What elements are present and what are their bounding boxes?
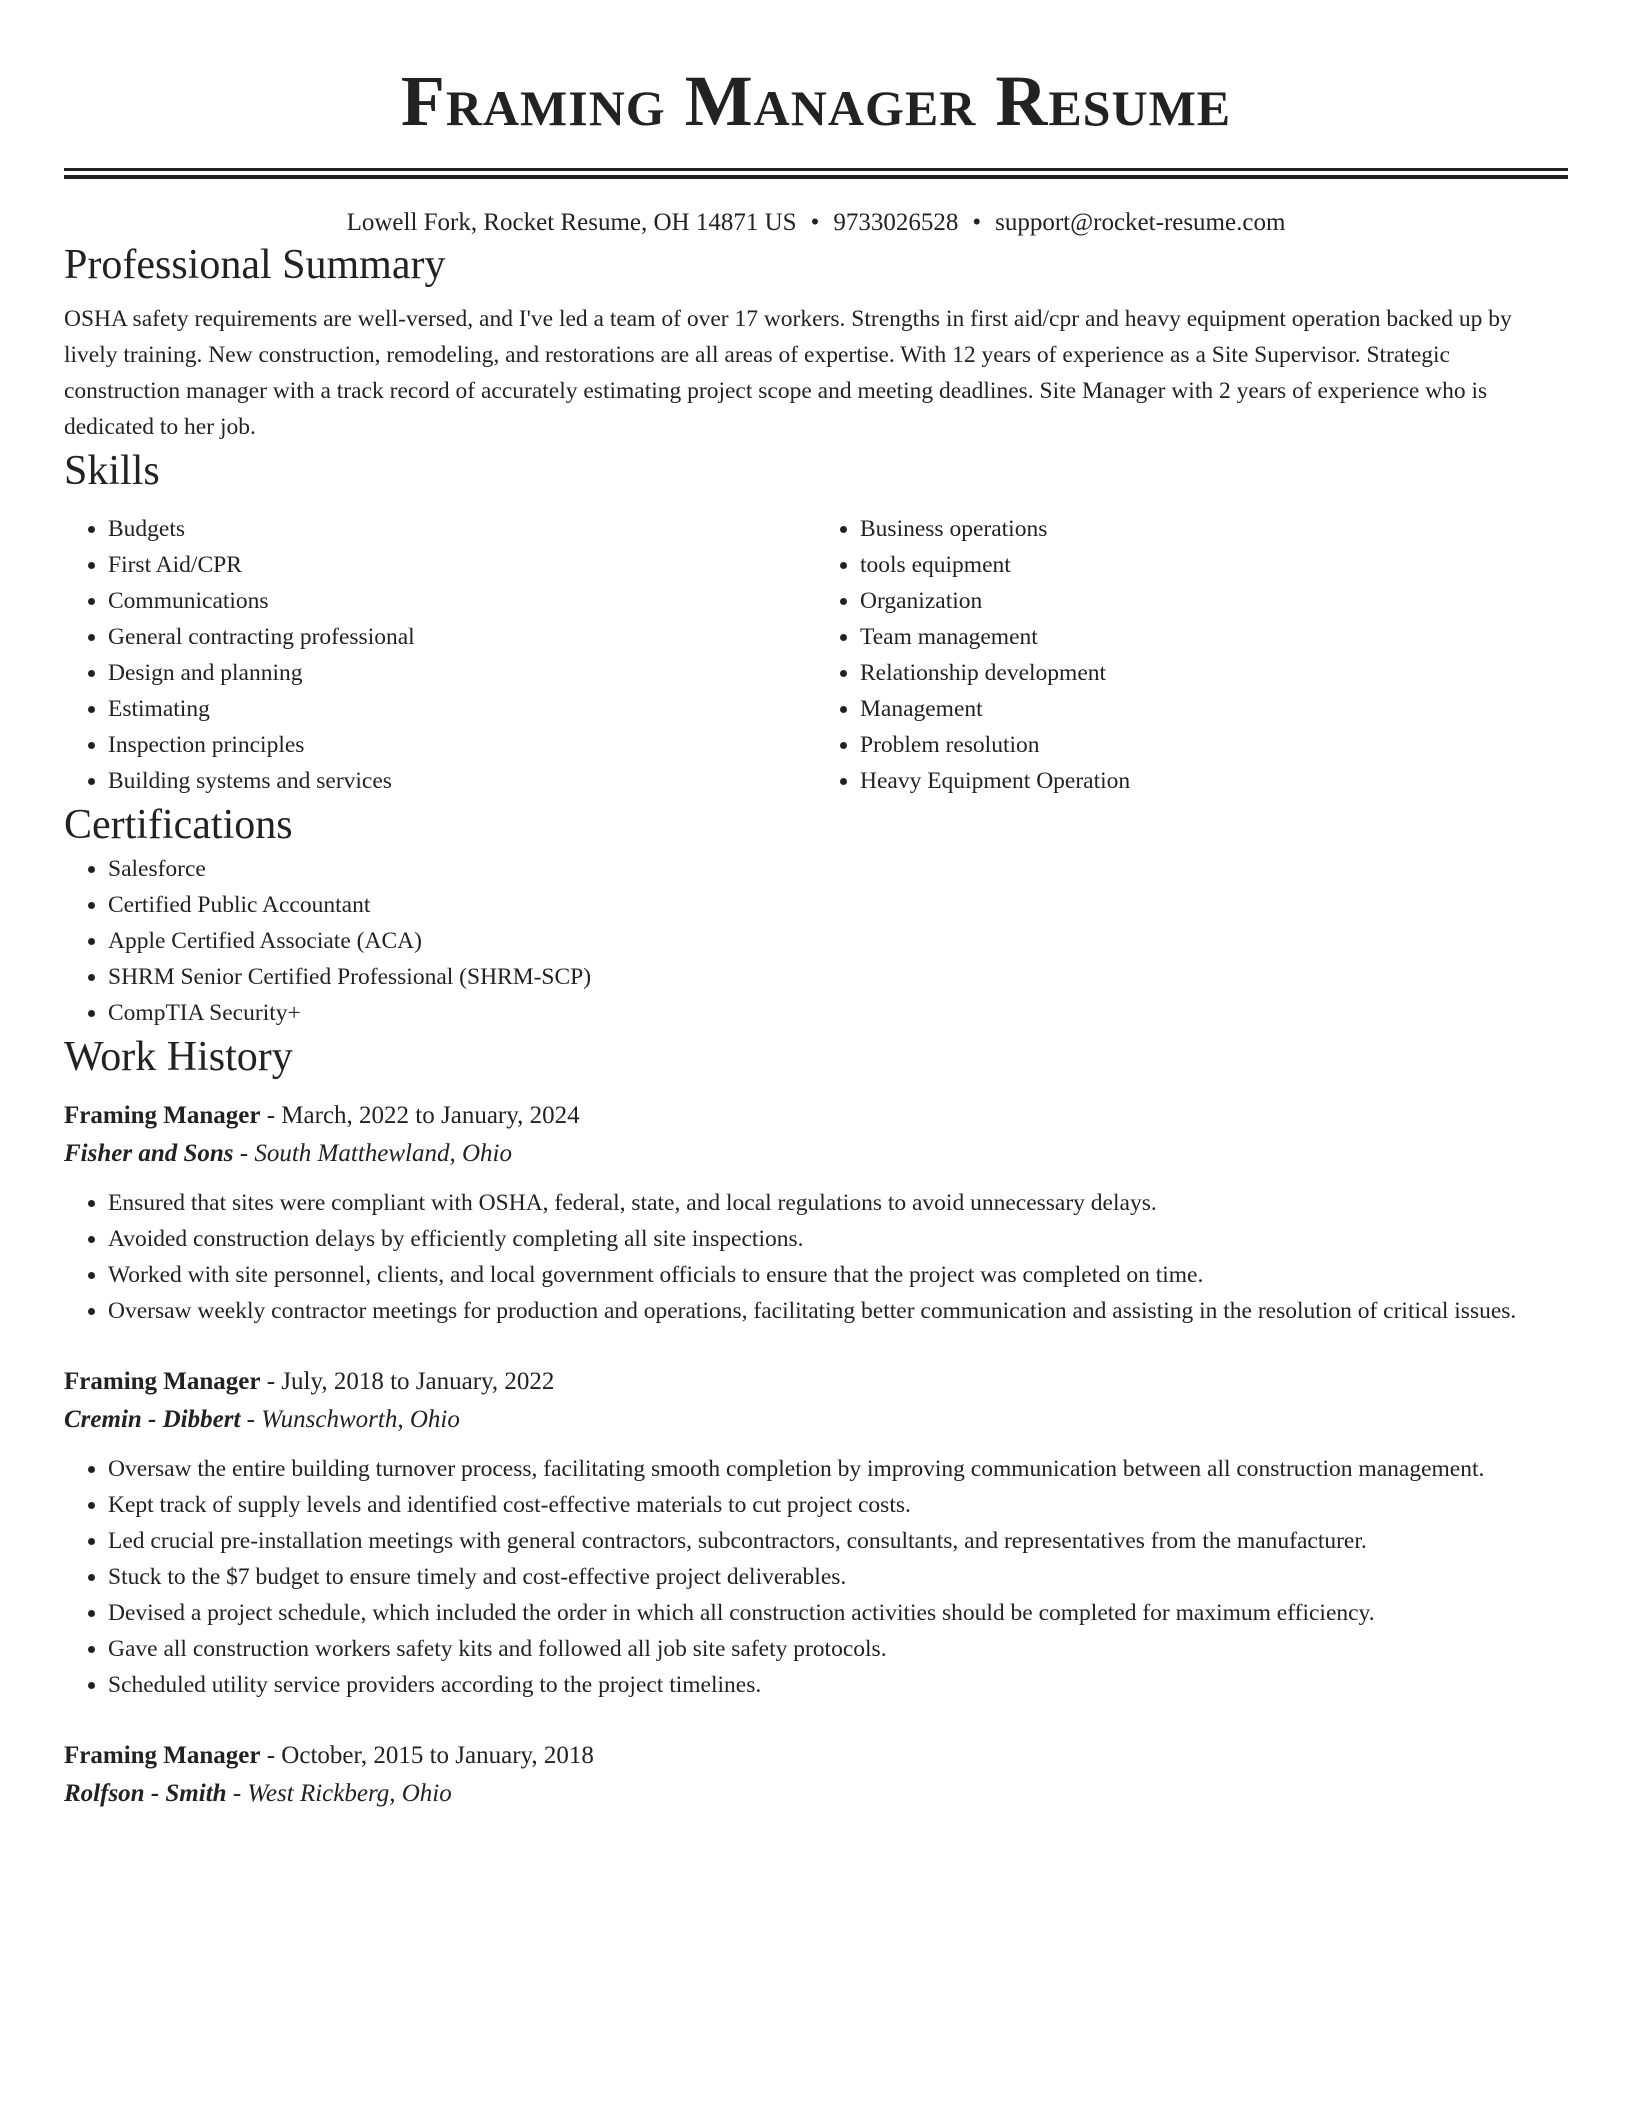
contact-line xyxy=(64,207,1568,239)
job-duty: • Stuck to the $7 budget to ensure timely and cost-effective project deliverables. xyxy=(108,1559,1568,1595)
skills-columns xyxy=(64,511,1568,799)
job-title-line xyxy=(64,1737,1568,1775)
job-company-line xyxy=(64,1775,1568,1813)
contact-email: support@rocket-resume.com xyxy=(995,209,1286,236)
job-entry xyxy=(64,1097,1568,1329)
skill-item: • Management xyxy=(860,691,1568,727)
job-entry xyxy=(64,1737,1568,1813)
skill-item: • Estimating xyxy=(108,691,816,727)
job-company: Rolfson - Smith xyxy=(64,1780,227,1807)
job-location: - Wunschworth, Ohio xyxy=(240,1406,460,1433)
contact-separator: • xyxy=(972,209,982,236)
job-entry xyxy=(64,1363,1568,1703)
skill-item: • Organization xyxy=(860,583,1568,619)
skill-item: • Building systems and services xyxy=(108,763,816,799)
certification-item: • CompTIA Security+ xyxy=(108,995,1568,1031)
work-history-heading: Work History xyxy=(64,1034,293,1080)
skills-heading: Skills xyxy=(64,448,160,494)
skill-item: • General contracting professional xyxy=(108,619,816,655)
certification-item: • Apple Certified Associate (ACA) xyxy=(108,923,1568,959)
job-duty: • Worked with site personnel, clients, and local government officials to ensure that the project was completed on time. xyxy=(108,1257,1568,1293)
job-duty: • Ensured that sites were compliant with OSHA, federal, state, and local regulations to avoid unnecessary delays. xyxy=(108,1185,1568,1221)
work-history-list xyxy=(64,1097,1568,1813)
skills-list-right xyxy=(816,511,1568,799)
contact-phone: 9733026528 xyxy=(833,209,959,236)
skill-item: • Heavy Equipment Operation xyxy=(860,763,1568,799)
job-role: Framing Manager xyxy=(64,1368,261,1395)
skills-list-left xyxy=(64,511,816,799)
job-duty: • Scheduled utility service providers according to the project timelines. xyxy=(108,1667,1568,1703)
contact-address: Lowell Fork, Rocket Resume, OH 14871 US xyxy=(346,209,797,236)
skill-item: • Inspection principles xyxy=(108,727,816,763)
certifications-list xyxy=(64,851,1568,1031)
job-duties xyxy=(64,1185,1568,1329)
job-dates: - March, 2022 to January, 2024 xyxy=(260,1102,580,1129)
job-duties xyxy=(64,1451,1568,1703)
certification-item: • Salesforce xyxy=(108,851,1568,887)
certification-item: • Certified Public Accountant xyxy=(108,887,1568,923)
skill-item: • Communications xyxy=(108,583,816,619)
job-dates: - July, 2018 to January, 2022 xyxy=(260,1368,555,1395)
job-dates: - October, 2015 to January, 2018 xyxy=(260,1742,594,1769)
title-divider xyxy=(64,168,1568,179)
job-duty: • Gave all construction workers safety kits and followed all job site safety protocols. xyxy=(108,1631,1568,1667)
job-company-line xyxy=(64,1135,1568,1173)
job-company: Cremin - Dibbert xyxy=(64,1406,241,1433)
job-company: Fisher and Sons xyxy=(64,1140,234,1167)
job-location: - West Rickberg, Ohio xyxy=(226,1780,452,1807)
skill-item: • Team management xyxy=(860,619,1568,655)
summary-heading: Professional Summary xyxy=(64,242,446,288)
job-company-line xyxy=(64,1401,1568,1439)
contact-separator: • xyxy=(810,209,820,236)
skill-item: • Business operations xyxy=(860,511,1568,547)
summary-text: OSHA safety requirements are well-versed, and I've led a team of over 17 workers. Strengths in first aid/cpr and heavy equipment operation backed up by lively training. New construction, remodeling, and restorations are all areas of expertise. With 12 years of experience as a Site Supervisor. Strategic construction manager with a track record of accurately estimating project scope and meeting deadlines. Site Manager with 2 years of experience who is dedicated to her job. xyxy=(64,306,1512,440)
skill-item: • Problem resolution xyxy=(860,727,1568,763)
job-title-line xyxy=(64,1097,1568,1135)
job-duty: • Led crucial pre-installation meetings with general contractors, subcontractors, consultants, and representatives from the manufacturer. xyxy=(108,1523,1568,1559)
skill-item: • Relationship development xyxy=(860,655,1568,691)
certification-item: • SHRM Senior Certified Professional (SHRM-SCP) xyxy=(108,959,1568,995)
job-role: Framing Manager xyxy=(64,1102,261,1129)
skill-item: • Budgets xyxy=(108,511,816,547)
skill-item: • Design and planning xyxy=(108,655,816,691)
skill-item: • tools equipment xyxy=(860,547,1568,583)
certifications-heading: Certifications xyxy=(64,802,293,848)
skill-item: • First Aid/CPR xyxy=(108,547,816,583)
job-location: - South Matthewland, Ohio xyxy=(233,1140,512,1167)
job-duty: • Kept track of supply levels and identified cost-effective materials to cut project costs. xyxy=(108,1487,1568,1523)
job-duty: • Devised a project schedule, which included the order in which all construction activities should be completed for maximum efficiency. xyxy=(108,1595,1568,1631)
resume-title: Framing Manager Resume xyxy=(400,61,1232,141)
job-duty: • Avoided construction delays by efficiently completing all site inspections. xyxy=(108,1221,1568,1257)
job-title-line xyxy=(64,1363,1568,1401)
job-duty: • Oversaw weekly contractor meetings for production and operations, facilitating better communication and assisting in the resolution of critical issues. xyxy=(108,1293,1568,1329)
job-duty: • Oversaw the entire building turnover process, facilitating smooth completion by improving communication between all construction management. xyxy=(108,1451,1568,1487)
job-role: Framing Manager xyxy=(64,1742,261,1769)
